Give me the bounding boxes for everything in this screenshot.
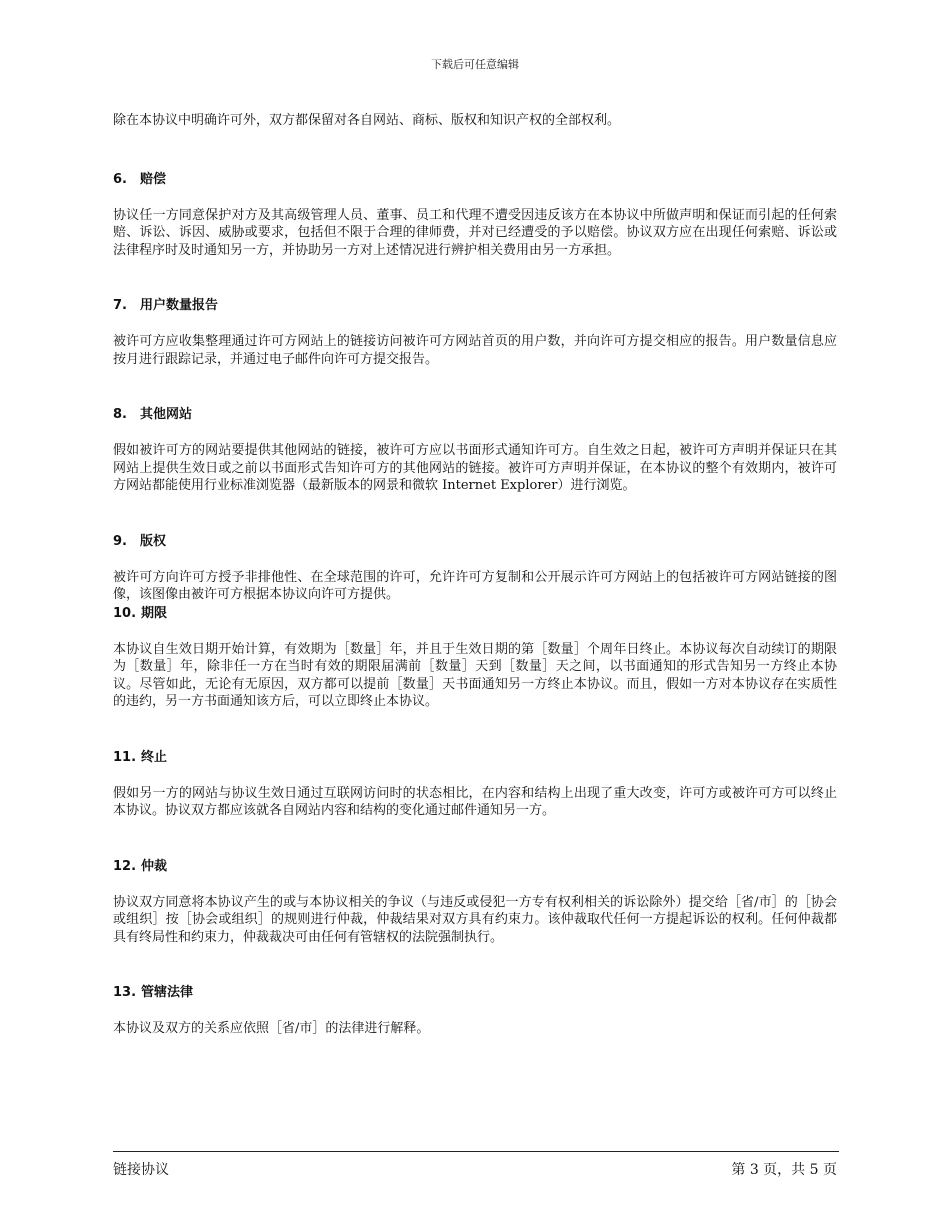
section-number: 13.: [113, 985, 137, 1000]
section-body-7: 被许可方应收集整理通过许可方网站上的链接访问被许可方网站首页的用户数，并向许可方提交相应的报告。用户数量信息应按月进行跟踪记录，并通过电子邮件向许可方提交报告。: [113, 334, 837, 367]
section-title: 其他网站: [140, 407, 193, 422]
section-title: 终止: [141, 749, 168, 765]
section-heading-11: [113, 749, 837, 766]
footer-divider: [113, 1151, 839, 1152]
section-body-9: 被许可方向许可方授予非排他性、在全球范围的许可，允许许可方复制和公开展示许可方网站上的包括被许可方网站链接的图像，该图像由被许可方根据本协议向许可方提供。: [113, 569, 837, 602]
section-number: 12.: [113, 858, 137, 874]
section-body-10: 本协议自生效日期开始计算，有效期为［数量］年，并且于生效日期的第［数量］个周年日终止。本协议每次自动续订的期限为［数量］年，除非任一方在当时有效的期限届满前［数量］天到［数量］天之间，以书面通知的形式告知另一方终止本协议。尽管如此，无论有无原因，双方都可以提前［数量］天书面通知另一方终止本协议。而且，假如一方对本协议存在实质性的违约，另一方书面通知该方后，可以立即终止本协议。: [113, 641, 837, 709]
section-number: 8.: [113, 407, 127, 422]
footer-page-number: 第 3 页，共 5 页: [731, 1162, 837, 1178]
section-heading-6: [113, 171, 837, 188]
section-title: 用户数量报告: [140, 298, 219, 313]
document-body: [113, 112, 837, 1038]
section-body-11: 假如另一方的网站与协议生效日通过互联网访问时的状态相比，在内容和结构上出现了重大改变，许可方或被许可方可以终止本协议。协议双方都应该就各自网站内容和结构的变化通过邮件通知另一方。: [113, 785, 837, 818]
section-heading-9: [113, 533, 837, 550]
section-body-13: 本协议及双方的关系应依照［省/市］的法律进行解释。: [113, 1021, 430, 1036]
page-header-note: 下载后可任意编辑: [431, 58, 519, 71]
section-number: 11.: [113, 749, 137, 765]
section-heading-12: [113, 858, 837, 875]
section-number: 6.: [113, 171, 127, 187]
section-body-8: 假如被许可方的网站要提供其他网站的链接，被许可方应以书面形式通知许可方。自生效之日起，被许可方声明并保证只在其网站上提供生效日或之前以书面形式告知许可方的其他网站的链接。被许可方声明并保证，在本协议的整个有效期内，被许可方网站都能使用行业标准浏览器（最新版本的网景和微软 Internet Explorer）进行浏览。: [113, 443, 837, 493]
section-heading-7: [113, 297, 837, 314]
section-title: 管辖法律: [141, 985, 194, 1000]
section-title: 仲裁: [141, 858, 168, 874]
section-heading-8: [113, 406, 837, 423]
footer-document-title: 链接协议: [113, 1162, 169, 1178]
section-body-12: 协议双方同意将本协议产生的或与本协议相关的争议（与违反或侵犯一方专有权利相关的诉讼除外）提交给［省/市］的［协会或组织］按［协会或组织］的规则进行仲裁，仲裁结果对双方具有约束力。该仲裁取代任何一方提起诉讼的权利。任何仲裁都具有终局性和约束力，仲裁裁决可由任何有管辖权的法院强制执行。: [113, 894, 837, 945]
section-number: 10.: [113, 605, 137, 621]
section-title: 期限: [141, 605, 168, 621]
section-heading-10: [113, 605, 837, 622]
section-number: 7.: [113, 298, 127, 313]
section-number: 9.: [113, 533, 127, 549]
intro-paragraph: 除在本协议中明确许可外，双方都保留对各自网站、商标、版权和知识产权的全部权利。: [113, 113, 621, 128]
section-body-6: 协议任一方同意保护对方及其高级管理人员、董事、员工和代理不遭受因违反该方在本协议中所做声明和保证而引起的任何索赔、诉讼、诉因、威胁或要求，包括但不限于合理的律师费，并对已经遭受的予以赔偿。协议双方应在出现任何索赔、诉讼或法律程序时及时通知另一方，并协助另一方对上述情况进行辨护相关费用由另一方承担。: [113, 207, 837, 258]
section-title: 赔偿: [140, 171, 167, 187]
section-title: 版权: [140, 533, 167, 549]
section-heading-13: [113, 984, 837, 1001]
